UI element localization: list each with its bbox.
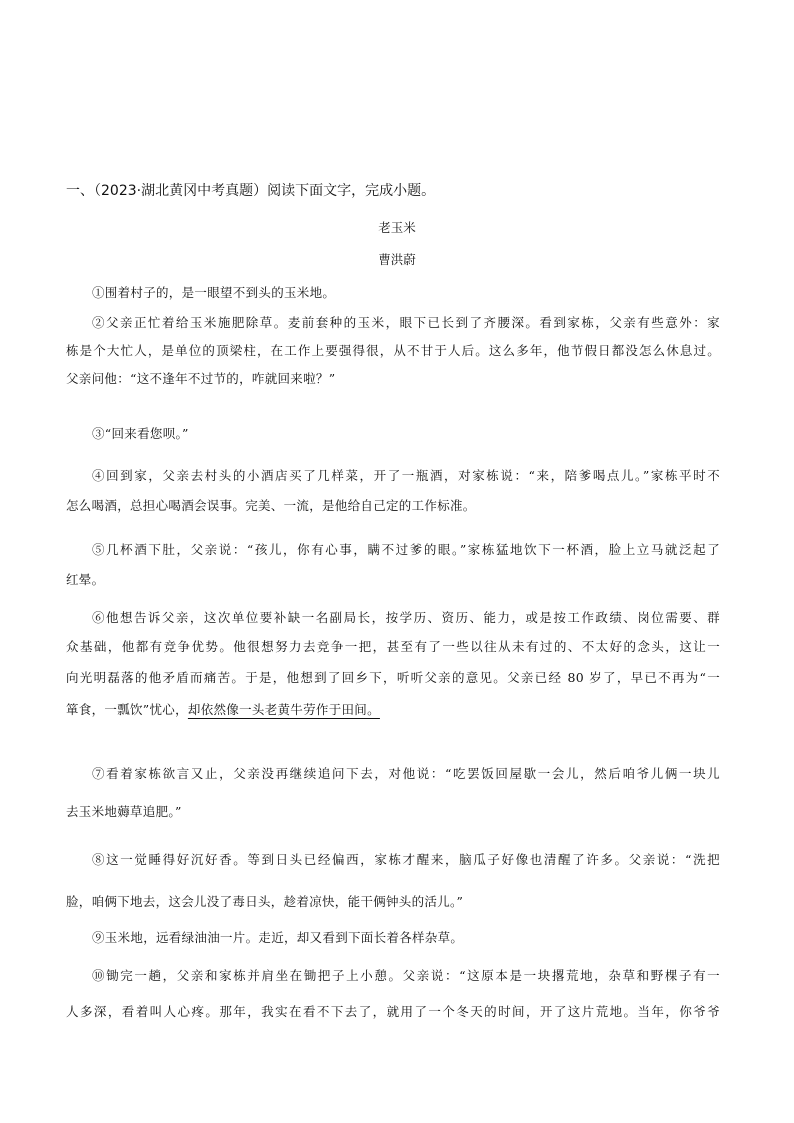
paragraph-line [66,701,720,719]
paragraph-line: 去玉米地薅草追肥。” [66,804,182,819]
paragraph-9 [66,929,720,947]
paragraph-line: 父亲问他：“这不逢年不过节的，咋就回来啦？” [66,371,336,386]
paragraph-line: ⑤几杯酒下肚，父亲说：“孩儿，你有心事，瞒不过爹的眼。”家栋猛地饮下一杯酒，脸上立马就泛起了 [92,542,720,557]
article-title: 老玉米 [378,220,416,235]
paragraph-6 [66,609,720,719]
paragraph-line: 向光明磊落的他矛盾而痛苦。于是，他想到了回乡下，听听父亲的意见。父亲已经 80 岁了，早已不再为“一 [66,670,720,685]
paragraph-line: ④回到家，父亲去村头的小酒店买了几样菜，开了一瓶酒，对家栋说：“来，陪爹喝点儿。”家栋平时不 [92,468,720,483]
paragraph-text: 箪食，一瓢饮”忧心， [66,702,188,717]
paragraph-line: 脸，咱俩下地去，这会儿没了毒日头，趁着凉快，能干俩钟头的活儿。” [66,894,464,909]
paragraph-line: ⑦看着家栋欲言又止，父亲没再继续追问下去，对他说：“吃罢饭回屋歇一会儿，然后咱爷儿俩一块儿 [92,766,720,781]
underlined-sentence: 却依然像一头老黄牛劳作于田间。 [187,702,380,717]
paragraph-line: ③“回来看您呗。” [92,426,189,441]
paragraph-line: 栋是个大忙人，是单位的顶梁柱，在工作上要强得很，从不甘于人后。这么多年，他节假日都没怎么休息过。 [66,343,720,358]
paragraph-line: ⑨玉米地，远看绿油油一片。走近，却又看到下面长着各样杂草。 [92,930,464,945]
article-author: 曹洪蔚 [378,252,416,267]
paragraph-line: 众基础，他都有竞争优势。他很想努力去竞争一把，甚至有了一些以往从未有过的、不太好的念头，这让一 [66,639,720,654]
paragraph-7 [66,765,720,821]
paragraph-5 [66,541,720,589]
paragraph-1 [66,284,720,302]
paragraph-4 [66,467,720,515]
paragraph-line: 怎么喝酒，总担心喝酒会误事。完美、一流，是他给自己定的工作标准。 [66,498,476,513]
paragraph-line: 红晕。 [66,572,105,587]
paragraph-10 [66,967,720,1021]
question-heading: 一、（2023·湖北黄冈中考真题）阅读下面文字，完成小题。 [66,183,436,199]
paragraph-3 [66,425,720,443]
paragraph-line: ①围着村子的，是一眼望不到头的玉米地。 [92,285,336,300]
paragraph-line: ⑩锄完一趟，父亲和家栋并肩坐在锄把子上小憩。父亲说：“这原本是一块撂荒地，杂草和野棵子有一 [92,968,720,983]
paragraph-8 [66,851,720,911]
paragraph-line: 人多深，看着叫人心疼。那年，我实在看不下去了，就用了一个冬天的时间，开了这片荒地。当年，你爷爷 [66,1004,720,1019]
paragraph-2 [66,314,720,388]
paragraph-line: ⑧这一觉睡得好沉好香。等到日头已经偏西，家栋才醒来，脑瓜子好像也清醒了许多。父亲说：“洗把 [92,852,720,867]
paragraph-line: ⑥他想告诉父亲，这次单位要补缺一名副局长，按学历、资历、能力，或是按工作政绩、岗位需要、群 [92,610,720,625]
paragraph-line: ②父亲正忙着给玉米施肥除草。麦前套种的玉米，眼下已长到了齐腰深。看到家栋，父亲有些意外：家 [92,315,720,330]
